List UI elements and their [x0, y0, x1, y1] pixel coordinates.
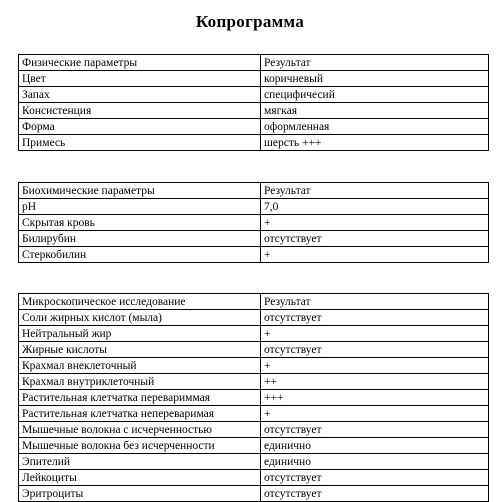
result-cell: отсутствует	[261, 486, 489, 502]
table-row	[19, 103, 489, 119]
parameter-cell: Растительная клетчатка непереваримая	[19, 406, 261, 422]
result-cell: единично	[261, 438, 489, 454]
result-cell: отсутствует	[261, 422, 489, 438]
table-row	[19, 247, 489, 263]
table-header-row	[19, 183, 489, 199]
parameter-cell: Запах	[19, 87, 261, 103]
table-row	[19, 342, 489, 358]
parameter-cell: Эпителий	[19, 454, 261, 470]
table-row	[19, 374, 489, 390]
parameter-cell: Эритроциты	[19, 486, 261, 502]
result-cell: +	[261, 247, 489, 263]
parameter-cell: Соли жирных кислот (мыла)	[19, 310, 261, 326]
microscopic-examination-table	[18, 293, 489, 502]
parameter-cell: Мышечные волокна с исчерченностью	[19, 422, 261, 438]
biochemical-parameters-table	[18, 182, 489, 263]
parameter-cell: Цвет	[19, 71, 261, 87]
table-row	[19, 199, 489, 215]
table-row	[19, 406, 489, 422]
result-cell: отсутствует	[261, 231, 489, 247]
parameter-cell: Нейтральный жир	[19, 326, 261, 342]
result-cell: +	[261, 406, 489, 422]
parameter-cell: Мышечные волокна без исчерченности	[19, 438, 261, 454]
result-cell: +++	[261, 390, 489, 406]
result-cell: 7,0	[261, 199, 489, 215]
column-header-result: Результат	[261, 55, 489, 71]
result-cell: специфичесий	[261, 87, 489, 103]
parameter-cell: Растительная клетчатка перевариммая	[19, 390, 261, 406]
result-cell: коричневый	[261, 71, 489, 87]
table-header-row	[19, 294, 489, 310]
result-cell: отсутствует	[261, 470, 489, 486]
parameter-cell: Лейкоциты	[19, 470, 261, 486]
table-row	[19, 470, 489, 486]
column-header-result: Результат	[261, 183, 489, 199]
result-cell: ++	[261, 374, 489, 390]
result-cell: мягкая	[261, 103, 489, 119]
table-header-row	[19, 55, 489, 71]
table-row	[19, 454, 489, 470]
parameter-cell: Крахмал внеклеточный	[19, 358, 261, 374]
parameter-cell: Стеркобилин	[19, 247, 261, 263]
table-row	[19, 135, 489, 151]
parameter-cell: Билирубин	[19, 231, 261, 247]
parameter-cell: Скрытая кровь	[19, 215, 261, 231]
table-row	[19, 71, 489, 87]
result-cell: отсутствует	[261, 310, 489, 326]
result-cell: единично	[261, 454, 489, 470]
table-row	[19, 119, 489, 135]
result-cell: отсутствует	[261, 342, 489, 358]
result-cell: оформленная	[261, 119, 489, 135]
table-row	[19, 358, 489, 374]
physical-parameters-table	[18, 54, 489, 151]
table-row	[19, 486, 489, 502]
parameter-cell: Форма	[19, 119, 261, 135]
parameter-cell: Крахмал внутриклеточный	[19, 374, 261, 390]
table-row	[19, 438, 489, 454]
table-row	[19, 390, 489, 406]
result-cell: +	[261, 215, 489, 231]
result-cell: +	[261, 326, 489, 342]
result-cell: шерсть +++	[261, 135, 489, 151]
column-header-result: Результат	[261, 294, 489, 310]
parameter-cell: Консистенция	[19, 103, 261, 119]
parameter-cell: pH	[19, 199, 261, 215]
table-row	[19, 310, 489, 326]
column-header-parameter: Микроскопическое исследование	[19, 294, 261, 310]
table-row	[19, 231, 489, 247]
document-title: Копрограмма	[195, 12, 305, 31]
column-header-parameter: Биохимические параметры	[19, 183, 261, 199]
column-header-parameter: Физические параметры	[19, 55, 261, 71]
parameter-cell: Примесь	[19, 135, 261, 151]
parameter-cell: Жирные кислоты	[19, 342, 261, 358]
table-row	[19, 215, 489, 231]
table-row	[19, 422, 489, 438]
table-row	[19, 87, 489, 103]
result-cell: +	[261, 358, 489, 374]
table-row	[19, 326, 489, 342]
